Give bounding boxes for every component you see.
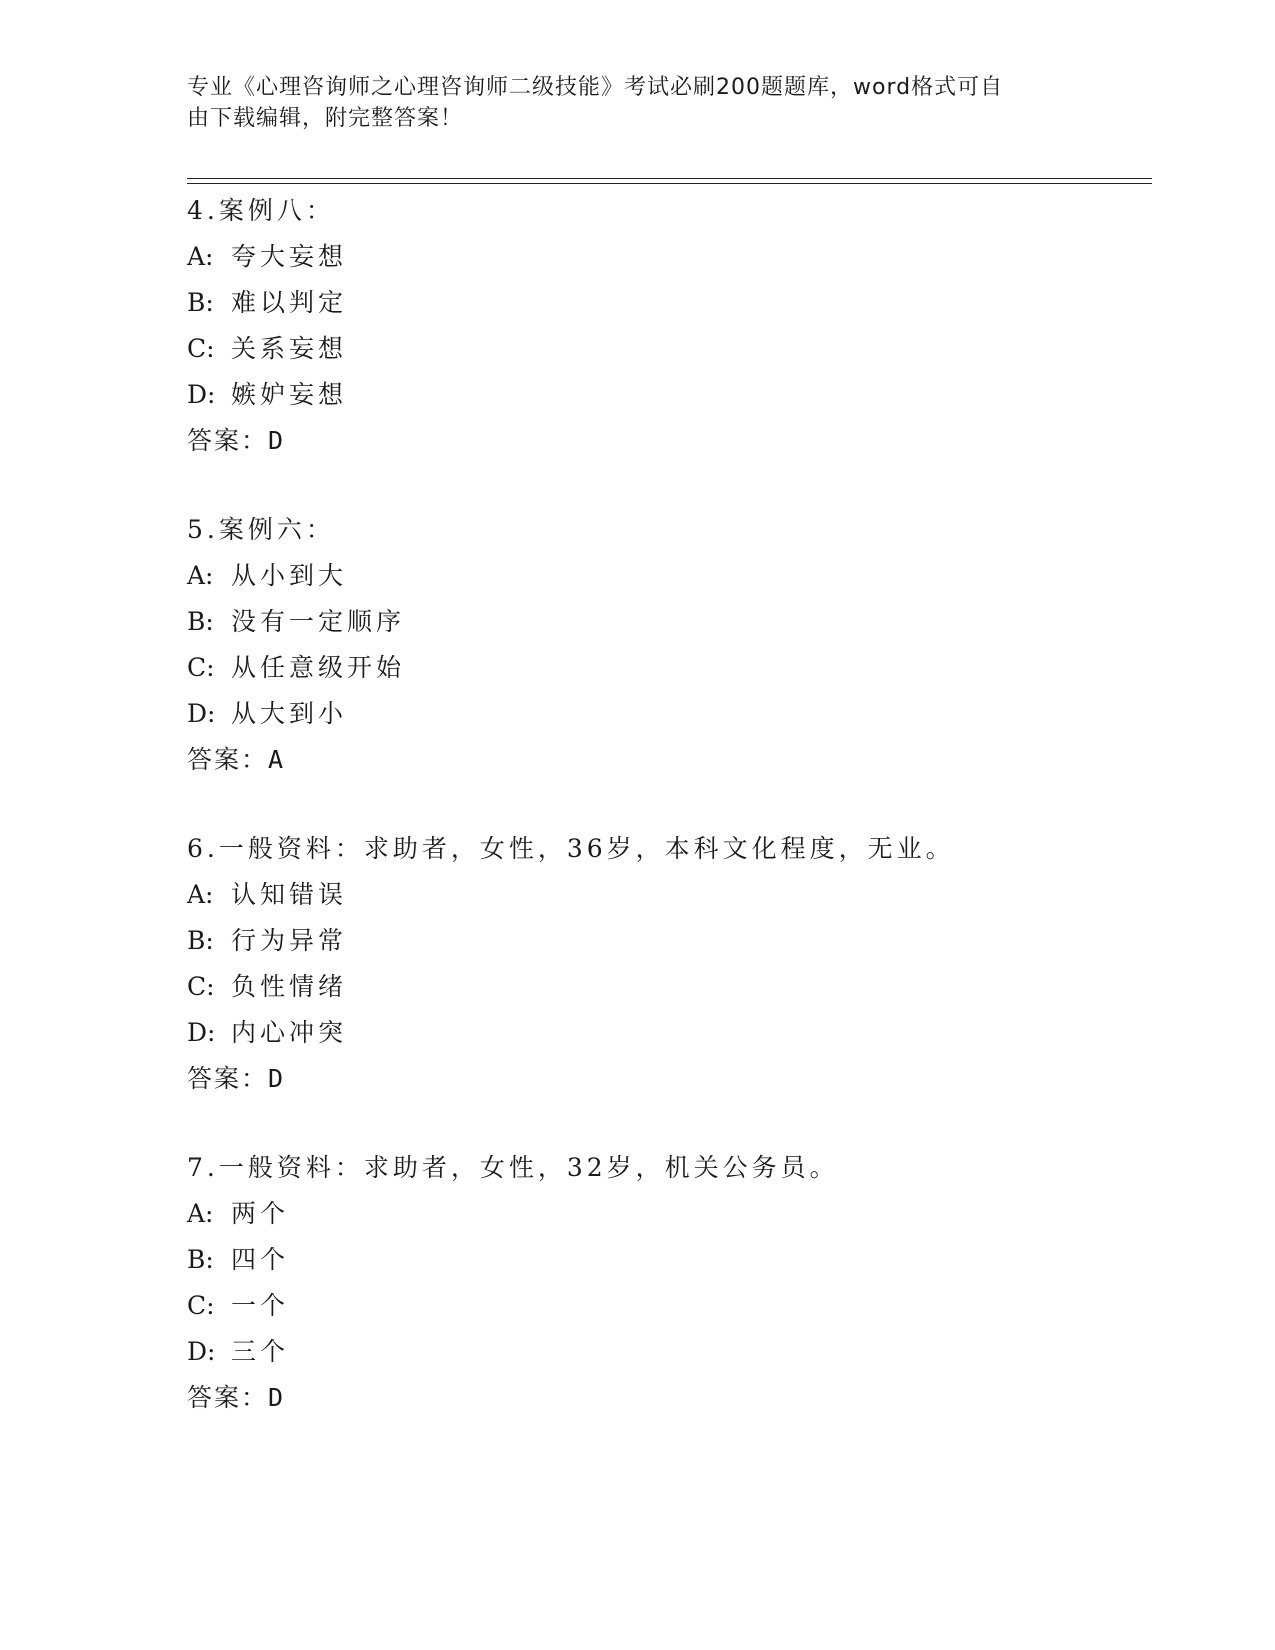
option-text: 行为异常 [231, 926, 348, 955]
option-text: 没有一定顺序 [231, 607, 406, 636]
option-d [187, 691, 1187, 737]
question-stem: 6.一般资料：求助者，女性，36岁，本科文化程度，无业。 [187, 834, 955, 863]
option-a [187, 234, 1187, 280]
option-text: 四个 [231, 1245, 290, 1274]
answer-label: 答案： [187, 745, 269, 774]
option-b [187, 280, 1187, 326]
option-letter: D: [187, 1018, 216, 1047]
question-stem: 4.案例八： [187, 196, 335, 225]
option-d [187, 372, 1187, 418]
answer-line [187, 737, 1187, 783]
option-text: 一个 [231, 1291, 290, 1320]
option-letter: C: [187, 972, 215, 1001]
answer-line [187, 1056, 1187, 1102]
header-line-1: 专业《心理咨询师之心理咨询师二级技能》考试必刷200题题库，word格式可自 [187, 75, 1004, 100]
option-letter: C: [187, 334, 215, 363]
question-stem: 7.一般资料：求助者，女性，32岁，机关公务员。 [187, 1153, 839, 1182]
option-c [187, 964, 1187, 1010]
option-letter: C: [187, 653, 215, 682]
answer-label: 答案： [187, 426, 269, 455]
answer-value: D [268, 1064, 284, 1093]
option-b [187, 918, 1187, 964]
option-text: 从大到小 [231, 699, 348, 728]
option-letter: B: [187, 288, 214, 317]
option-text: 认知错误 [231, 880, 348, 909]
header-divider-top [187, 178, 1152, 179]
option-letter: D: [187, 1337, 216, 1366]
header-divider-bottom [187, 183, 1152, 184]
answer-line [187, 1375, 1187, 1421]
option-c [187, 326, 1187, 372]
option-letter: C: [187, 1291, 215, 1320]
question-block [187, 1145, 1187, 1421]
option-text: 三个 [231, 1337, 290, 1366]
option-c [187, 1283, 1187, 1329]
option-letter: A: [187, 880, 214, 909]
option-d [187, 1329, 1187, 1375]
option-text: 内心冲突 [231, 1018, 348, 1047]
option-text: 难以判定 [231, 288, 348, 317]
option-letter: A: [187, 242, 214, 271]
answer-value: D [268, 426, 284, 455]
answer-label: 答案： [187, 1064, 269, 1093]
option-text: 两个 [231, 1199, 290, 1228]
option-b [187, 1237, 1187, 1283]
answer-value: D [268, 1383, 284, 1412]
option-text: 从小到大 [231, 561, 348, 590]
document-header [187, 72, 1067, 134]
answer-label: 答案： [187, 1383, 269, 1412]
option-b [187, 599, 1187, 645]
option-letter: B: [187, 926, 214, 955]
answer-value: A [268, 745, 284, 774]
option-letter: A: [187, 561, 214, 590]
option-letter: D: [187, 380, 216, 409]
option-letter: D: [187, 699, 216, 728]
question-block [187, 826, 1187, 1102]
option-d [187, 1010, 1187, 1056]
option-a [187, 553, 1187, 599]
answer-line [187, 418, 1187, 464]
option-letter: B: [187, 607, 214, 636]
option-text: 从任意级开始 [231, 653, 406, 682]
option-a [187, 872, 1187, 918]
option-letter: A: [187, 1199, 214, 1228]
question-block [187, 188, 1187, 464]
option-text: 夸大妄想 [231, 242, 348, 271]
option-text: 负性情绪 [231, 972, 348, 1001]
option-text: 关系妄想 [231, 334, 348, 363]
option-a [187, 1191, 1187, 1237]
question-block [187, 507, 1187, 783]
option-c [187, 645, 1187, 691]
option-letter: B: [187, 1245, 214, 1274]
header-line-2: 由下载编辑，附完整答案！ [187, 106, 464, 131]
option-text: 嫉妒妄想 [231, 380, 348, 409]
question-stem: 5.案例六： [187, 515, 335, 544]
